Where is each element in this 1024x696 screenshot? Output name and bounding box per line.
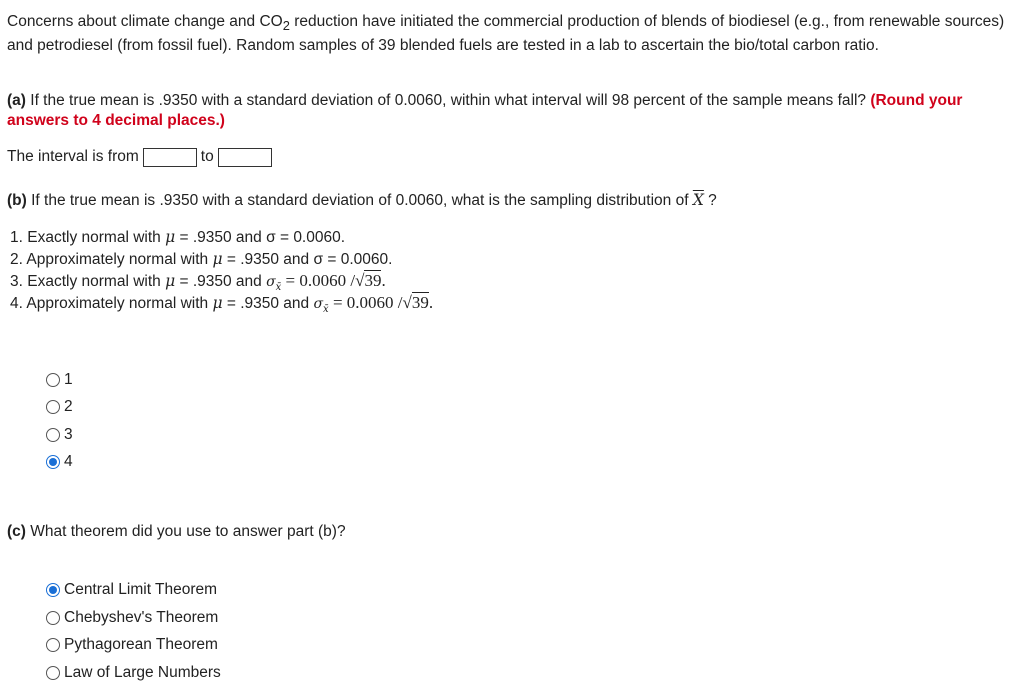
radio-label: 4: [64, 453, 73, 471]
problem-intro: [7, 12, 1007, 56]
radio-option-chebyshev[interactable]: [46, 604, 221, 632]
radio-label: Pythagorean Theorem: [64, 636, 218, 654]
radio-button[interactable]: [46, 428, 60, 442]
option-number: 1.: [10, 229, 23, 246]
radio-button-selected[interactable]: [46, 455, 60, 469]
radio-option-3[interactable]: [46, 421, 73, 449]
option-number: 3.: [10, 273, 23, 290]
sqrt-icon: √: [355, 271, 365, 290]
part-b-text: If the true mean is .9350 with a standard deviation of 0.0060, what is the sampling distribution of: [26, 192, 693, 209]
option-text: = .9350 and σ = 0.0060.: [175, 229, 346, 246]
equals-sign: =: [281, 271, 300, 290]
radio-button[interactable]: [46, 666, 60, 680]
radicand: 39: [364, 271, 382, 290]
equals-sign: =: [328, 292, 347, 312]
upper-bound-input[interactable]: [218, 148, 272, 167]
radio-button[interactable]: [46, 611, 60, 625]
option-text: = .9350 and: [222, 294, 314, 312]
radio-option-1[interactable]: [46, 366, 73, 394]
part-b-label: (b): [7, 192, 27, 209]
option-text: = .9350 and: [175, 273, 267, 290]
xbar-subscript: x̄: [275, 281, 282, 293]
option-text: = .9350 and σ = 0.0060.: [222, 250, 393, 268]
interval-to-label: to: [200, 148, 214, 165]
sigma-symbol: σ: [313, 295, 324, 312]
list-item: [10, 292, 433, 314]
part-c-text: What theorem did you use to answer part (b)?: [25, 523, 346, 540]
part-b-question: [7, 190, 717, 211]
radio-label: 3: [64, 425, 73, 443]
list-item: [10, 227, 433, 249]
sigma-xbar-symbol: [313, 295, 329, 315]
list-item: [10, 270, 433, 292]
part-a-text: If the true mean is .9350 with a standard deviation of 0.0060, within what interval will 98 percent of the sample means fall?: [25, 92, 871, 109]
mu-symbol: μ: [212, 293, 223, 312]
radio-button-selected[interactable]: [46, 583, 60, 597]
part-c-label: (c): [7, 523, 26, 540]
period: .: [381, 271, 386, 290]
xbar-subscript: x̄: [323, 303, 329, 315]
part-b-radio-group: [46, 366, 73, 476]
interval-prefix: The interval is from: [7, 148, 139, 165]
sigma-xbar-symbol: [266, 274, 282, 293]
intro-text-after: reduction have initiated the commercial production of blends of biodiesel (e.g., from renewable sources) and petrodiesel (from fossil fuel). Random samples of 39 blended fuels are tested in a lab to ascertain the bio/total carbon ratio.: [7, 13, 1005, 55]
option-number: 2.: [10, 250, 23, 268]
x-bar-symbol: $\overline{X}$: [692, 191, 704, 209]
mu-symbol: μ: [165, 228, 176, 246]
round-instruction: (Round your answers to 4 decimal places.): [7, 92, 963, 129]
sigma-symbol: σ: [266, 274, 276, 290]
radio-button[interactable]: [46, 638, 60, 652]
radio-label: 1: [64, 370, 73, 388]
radicand: 39: [411, 292, 429, 312]
radio-label: Chebyshev's Theorem: [64, 608, 219, 626]
part-c-question: [7, 522, 346, 542]
list-item: [10, 249, 433, 271]
mu-symbol: μ: [212, 249, 223, 268]
radio-button[interactable]: [46, 373, 60, 387]
option-text: Approximately normal with: [22, 294, 213, 312]
lower-bound-input[interactable]: [143, 148, 197, 167]
part-c-radio-group: [46, 576, 221, 687]
mu-symbol: μ: [165, 272, 176, 290]
radio-option-4[interactable]: [46, 449, 73, 477]
option-text: Exactly normal with: [22, 273, 166, 290]
part-a-question: [7, 91, 1007, 131]
period: .: [428, 292, 434, 312]
sqrt-icon: √: [402, 292, 412, 312]
intro-text-before: Concerns about climate change and CO: [7, 13, 283, 30]
radio-option-central-limit[interactable]: [46, 576, 221, 604]
option-text: Exactly normal with: [22, 229, 166, 246]
radio-label: 2: [64, 398, 73, 416]
part-a-label: (a): [7, 92, 26, 109]
co2-subscript: 2: [282, 18, 290, 34]
radio-label: Central Limit Theorem: [64, 580, 218, 598]
distribution-options-list: [10, 227, 433, 313]
radio-option-large-numbers[interactable]: [46, 659, 221, 687]
radio-option-pythagorean[interactable]: [46, 631, 221, 659]
formula-value: 0.0060 /: [299, 271, 356, 290]
radio-option-2[interactable]: [46, 394, 73, 422]
formula-value: 0.0060 /: [346, 292, 403, 312]
interval-row: [7, 147, 272, 167]
part-b-text-end: ?: [703, 192, 717, 209]
radio-button[interactable]: [46, 400, 60, 414]
option-text: Approximately normal with: [22, 250, 213, 268]
option-number: 4.: [10, 294, 23, 312]
radio-label: Law of Large Numbers: [64, 663, 221, 681]
